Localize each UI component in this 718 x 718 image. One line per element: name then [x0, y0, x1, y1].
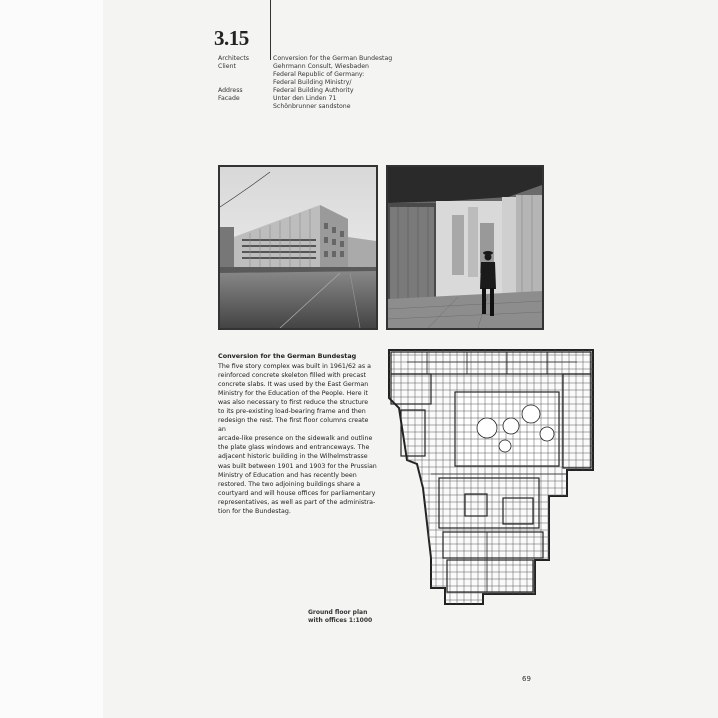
ground-floor-plan: [387, 348, 595, 610]
meta-value: Conversion for the German Bundestag: [273, 55, 393, 62]
caption-line: with offices 1:1000: [308, 617, 373, 624]
meta-label: [218, 71, 249, 79]
meta-label: [218, 79, 249, 87]
building-street-photo: [218, 165, 378, 330]
page-edge: [0, 0, 103, 718]
plan-caption: [308, 609, 372, 625]
meta-value: Schönbrunner sandstone: [273, 103, 351, 110]
section-number: 3.15: [214, 26, 249, 50]
arcade-photo: [386, 165, 544, 330]
meta-value: Gehrmann Consult, Wiesbaden: [273, 63, 369, 70]
body-title: Conversion for the German Bundestag: [218, 352, 357, 360]
meta-label: Client: [218, 63, 236, 70]
body-text: The five story complex was built in 1961/62 as a reinforced concrete skeleton filled with precast concrete slabs. It was used by the East German Ministry for the Education of the People. Here it was also necessary to first reduce the structure to its pre-existing load-bearing frame and then redesign the rest. The first floor columns create an arcade-like presence on the sidewalk and outline the plate glass windows and entranceways. The adjacent historic building in the Wilhelmstrasse was built between 1901 and 1903 for the Prussian Ministry of Education and has recently been restored. The two adjoining buildings share a courtyard and will house offices for parliamentary representatives, as well as part of the administra- tion for the Bundestag.: [218, 363, 377, 515]
meta-value: Federal Building Ministry/: [273, 79, 352, 86]
meta-values: [273, 55, 392, 111]
meta-label: Architects: [218, 55, 249, 62]
page-number: 69: [522, 675, 531, 683]
vertical-rule: [270, 0, 271, 60]
meta-label: Address: [218, 87, 243, 94]
meta-value: Unter den Linden 71: [273, 95, 337, 102]
meta-labels: [218, 55, 249, 103]
meta-value: Federal Building Authority: [273, 87, 354, 94]
meta-label: Facade: [218, 95, 240, 102]
caption-line: Ground floor plan: [308, 609, 368, 616]
meta-value: Federal Republic of Germany:: [273, 71, 365, 78]
